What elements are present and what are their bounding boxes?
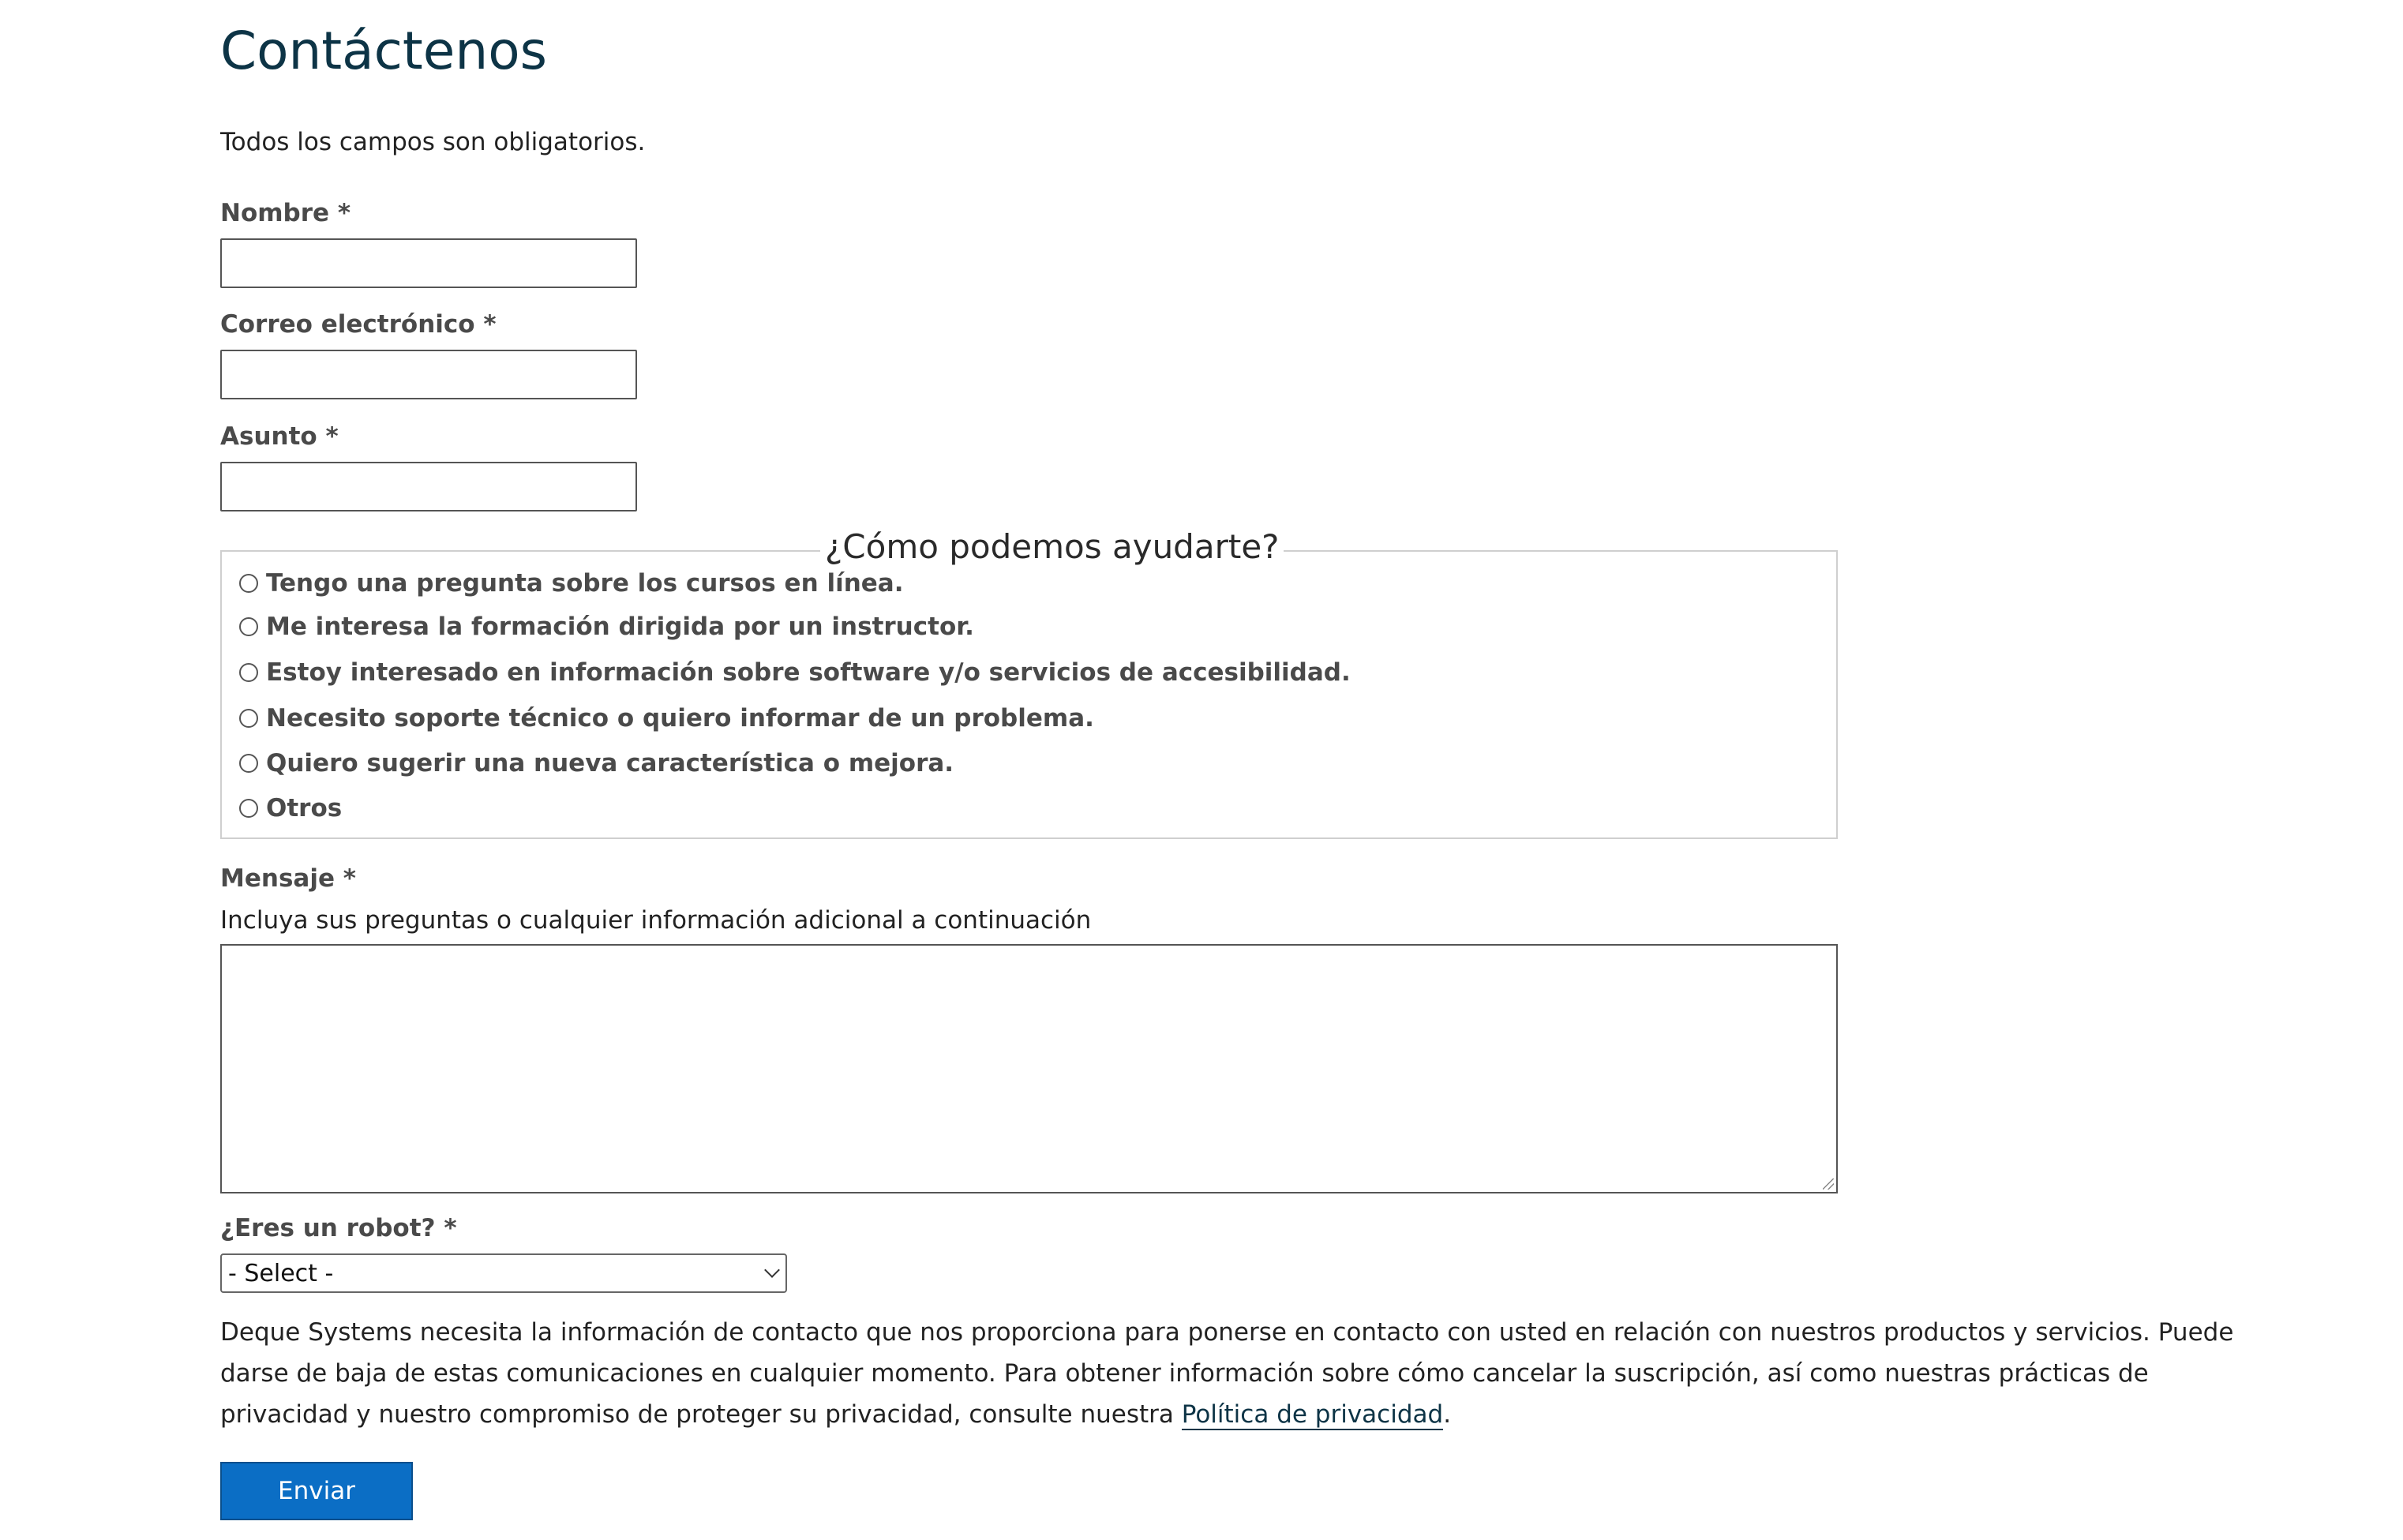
message-label: Mensaje * bbox=[220, 864, 356, 893]
privacy-notice bbox=[220, 1312, 2257, 1435]
robot-check-select[interactable] bbox=[220, 1253, 787, 1293]
message-hint: Incluya sus preguntas o cualquier información adicional a continuación bbox=[220, 906, 1092, 935]
radio-button[interactable] bbox=[239, 663, 258, 682]
name-label: Nombre * bbox=[220, 199, 351, 227]
radio-button[interactable] bbox=[239, 709, 258, 728]
chevron-down-icon bbox=[764, 1262, 780, 1278]
robot-check-label: ¿Eres un robot? * bbox=[220, 1214, 457, 1242]
radio-button[interactable] bbox=[239, 754, 258, 773]
help-options-fieldset bbox=[220, 550, 1838, 839]
help-option-instructor-training[interactable] bbox=[239, 613, 974, 641]
privacy-end: . bbox=[1443, 1400, 1452, 1429]
help-option-label: Tengo una pregunta sobre los cursos en línea. bbox=[266, 569, 904, 598]
select-value: - Select - bbox=[228, 1259, 334, 1287]
email-input[interactable] bbox=[220, 350, 637, 399]
subject-label: Asunto * bbox=[220, 422, 339, 451]
resize-handle-icon[interactable] bbox=[1823, 1178, 1834, 1190]
help-option-tech-support[interactable] bbox=[239, 704, 1094, 733]
message-textarea[interactable] bbox=[220, 944, 1838, 1193]
help-option-label: Necesito soporte técnico o quiero informar de un problema. bbox=[266, 704, 1094, 733]
page-title: Contáctenos bbox=[220, 21, 547, 81]
privacy-text: Deque Systems necesita la información de contacto que nos proporciona para ponerse en contacto con usted en relación con nuestros productos y servicios. Puede darse de baja de estas comunicaciones en cualquier momento. Para obtener información sobre cómo cancelar la suscripción, así como nuestras prácticas de privacidad y nuestro compromiso de proteger su privacidad, consulte nuestra bbox=[220, 1318, 2234, 1429]
help-fieldset-legend: ¿Cómo podemos ayudarte? bbox=[820, 527, 1284, 566]
help-option-label: Quiero sugerir una nueva característica o mejora. bbox=[266, 749, 954, 777]
privacy-policy-link[interactable]: Política de privacidad bbox=[1181, 1400, 1444, 1429]
required-fields-note: Todos los campos son obligatorios. bbox=[220, 128, 646, 156]
help-option-label: Estoy interesado en información sobre software y/o servicios de accesibilidad. bbox=[266, 658, 1351, 687]
help-option-other[interactable] bbox=[239, 794, 342, 822]
help-option-label: Me interesa la formación dirigida por un instructor. bbox=[266, 613, 974, 641]
help-option-label: Otros bbox=[266, 794, 343, 822]
radio-button[interactable] bbox=[239, 574, 258, 593]
help-option-online-courses[interactable] bbox=[239, 569, 903, 598]
subject-input[interactable] bbox=[220, 462, 637, 511]
help-option-feature-suggestion[interactable] bbox=[239, 749, 954, 777]
help-option-accessibility-software[interactable] bbox=[239, 658, 1351, 687]
radio-button[interactable] bbox=[239, 799, 258, 818]
radio-button[interactable] bbox=[239, 617, 258, 636]
name-input[interactable] bbox=[220, 238, 637, 288]
submit-button[interactable]: Enviar bbox=[220, 1462, 413, 1520]
email-label: Correo electrónico * bbox=[220, 310, 497, 339]
